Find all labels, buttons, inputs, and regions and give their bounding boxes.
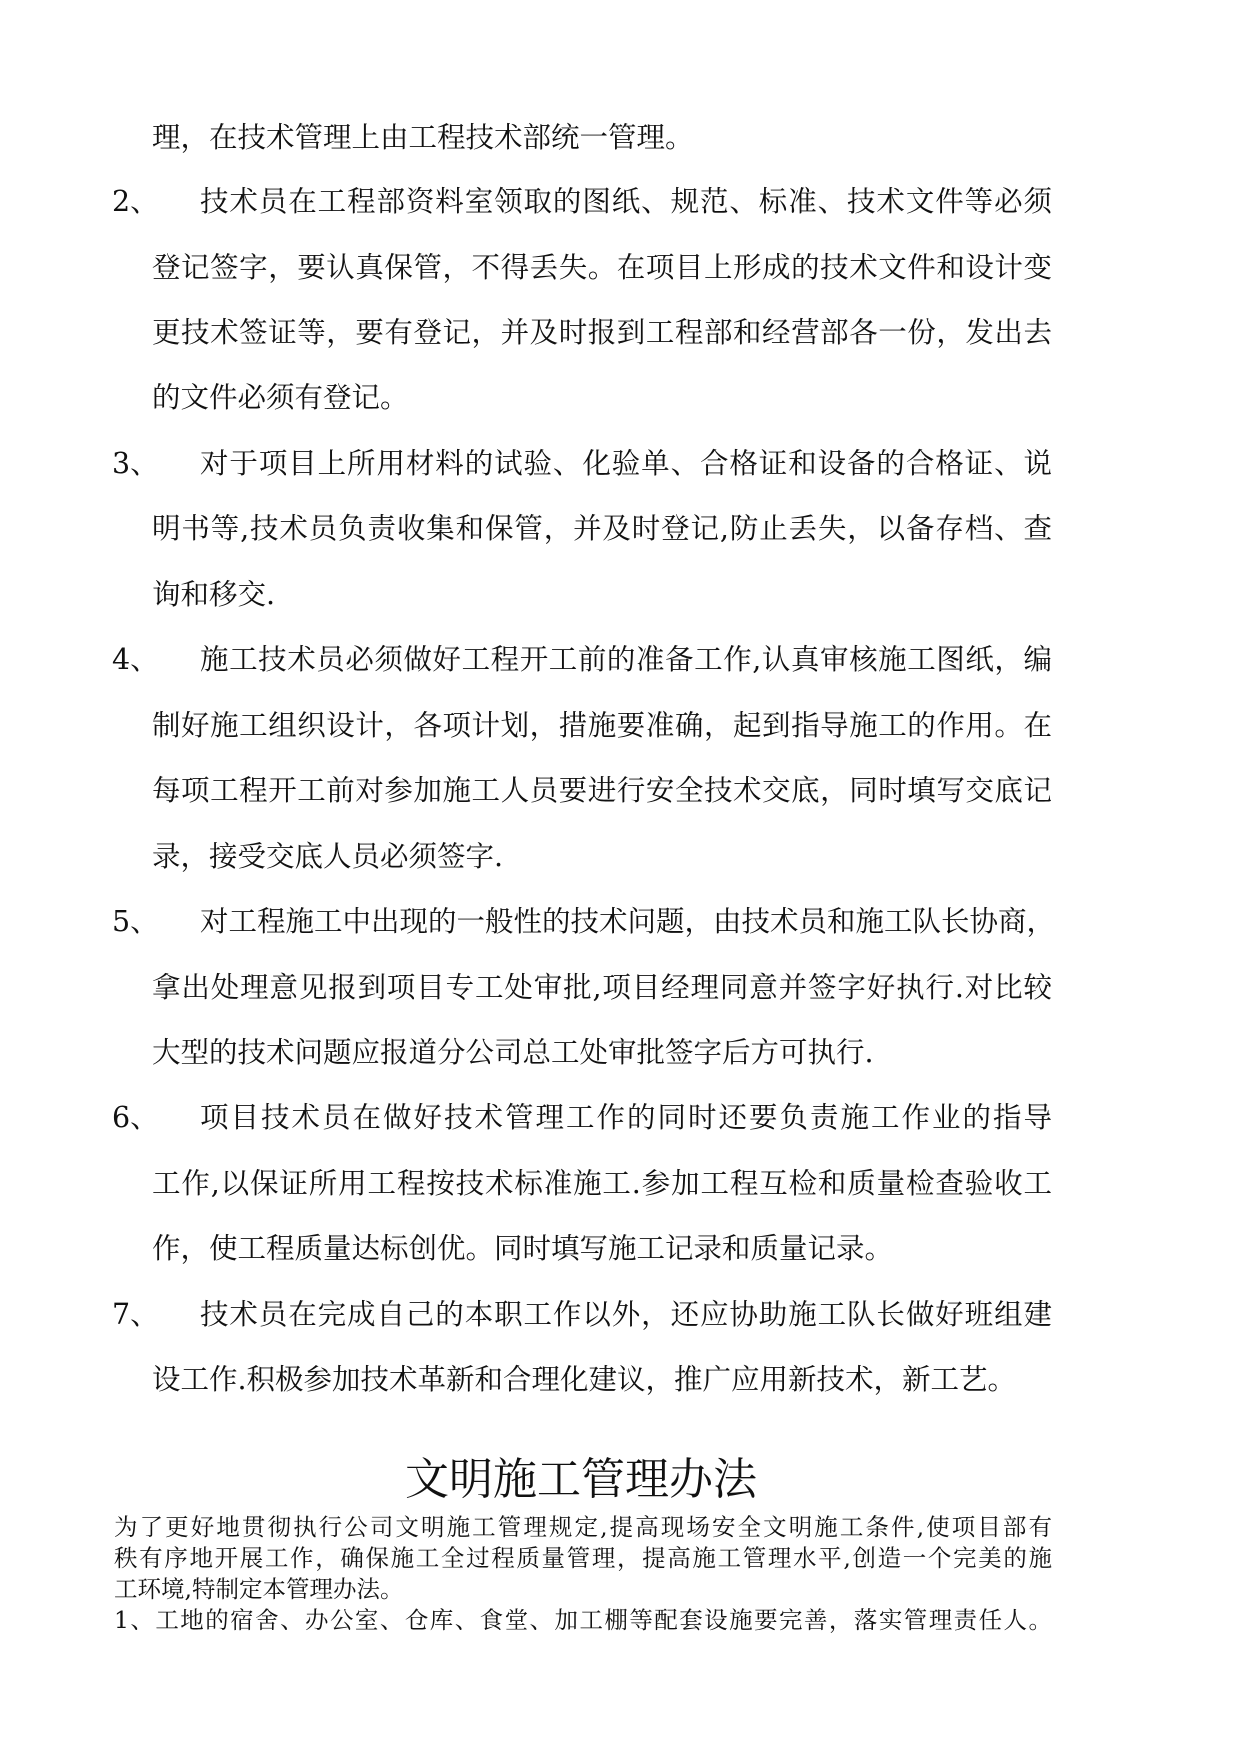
item-line: 大型的技术问题应报道分公司总工处审批签字后方可执行. bbox=[152, 1036, 874, 1069]
item-line: 拿出处理意见报到项目专工处审批,项目经理同意并签字好执行.对比较 bbox=[152, 971, 1052, 1004]
item-line: 登记签字，要认真保管，不得丢失。在项目上形成的技术文件和设计变 bbox=[152, 251, 1052, 284]
item-number: 7、 bbox=[112, 1298, 159, 1331]
item-line: 作，使工程质量达标创优。同时填写施工记录和质量记录。 bbox=[152, 1232, 894, 1265]
item-number: 2、 bbox=[112, 185, 159, 218]
item-line: 项目技术员在做好技术管理工作的同时还要负责施工作业的指导 bbox=[200, 1101, 1052, 1134]
item-line: 的文件必须有登记。 bbox=[152, 381, 409, 414]
item-number: 6、 bbox=[112, 1101, 159, 1134]
item-line: 施工技术员必须做好工程开工前的准备工作,认真审核施工图纸，编 bbox=[200, 643, 1052, 676]
item-line: 询和移交. bbox=[152, 578, 276, 611]
item-line: 明书等,技术员负责收集和保管，并及时登记,防止丢失，以备存档、查 bbox=[152, 512, 1052, 545]
item-line: 对于项目上所用材料的试验、化验单、合格证和设备的合格证、说 bbox=[200, 447, 1052, 480]
item-line: 每项工程开工前对参加施工人员要进行安全技术交底，同时填写交底记 bbox=[152, 774, 1052, 807]
item-line: 录，接受交底人员必须签字. bbox=[152, 840, 504, 873]
item-number: 3、 bbox=[112, 447, 159, 480]
item-line: 更技术签证等，要有登记，并及时报到工程部和经营部各一份，发出去 bbox=[152, 316, 1052, 349]
intro-line: 1、工地的宿舍、办公室、仓库、食堂、加工棚等配套设施要完善，落实管理责任人。 bbox=[114, 1606, 1052, 1634]
item-line: 对工程施工中出现的一般性的技术问题，由技术员和施工队长协商， bbox=[200, 905, 1056, 938]
continuation-line: 理，在技术管理上由工程技术部统一管理。 bbox=[152, 121, 694, 154]
intro-line: 工环境,特制定本管理办法。 bbox=[114, 1575, 404, 1603]
item-line: 工作,以保证所用工程按技术标准施工.参加工程互检和质量检查验收工 bbox=[152, 1167, 1052, 1200]
item-line: 设工作.积极参加技术革新和合理化建议，推广应用新技术，新工艺。 bbox=[152, 1363, 1017, 1396]
item-number: 5、 bbox=[112, 905, 159, 938]
item-line: 制好施工组织设计，各项计划，措施要准确，起到指导施工的作用。在 bbox=[152, 709, 1052, 742]
intro-line: 秩有序地开展工作，确保施工全过程质量管理，提高施工管理水平,创造一个完美的施 bbox=[114, 1544, 1052, 1572]
item-line: 技术员在工程部资料室领取的图纸、规范、标准、技术文件等必须 bbox=[200, 185, 1052, 218]
intro-line: 为了更好地贯彻执行公司文明施工管理规定,提高现场安全文明施工条件,使项目部有 bbox=[114, 1513, 1052, 1541]
item-line: 技术员在完成自己的本职工作以外，还应协助施工队长做好班组建 bbox=[200, 1298, 1052, 1331]
item-number: 4、 bbox=[112, 643, 159, 676]
section-title: 文明施工管理办法 bbox=[405, 1454, 757, 1505]
